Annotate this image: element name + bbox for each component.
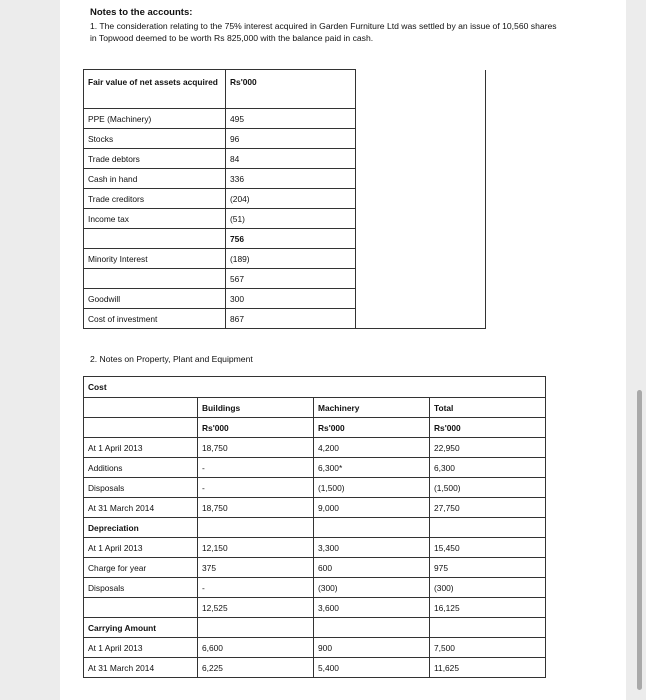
empty-cell xyxy=(314,618,430,638)
row-label: Disposals xyxy=(84,578,198,598)
empty-cell xyxy=(356,269,486,289)
unit-machinery: Rs'000 xyxy=(314,418,430,438)
table-header-row xyxy=(84,70,486,109)
row-value: 495 xyxy=(226,109,356,129)
table-row xyxy=(84,209,486,229)
cost-label: Cost xyxy=(84,377,546,398)
row-value: (51) xyxy=(226,209,356,229)
empty-cell xyxy=(430,518,546,538)
row-value: 9,000 xyxy=(314,498,430,518)
row-label: Trade creditors xyxy=(84,189,226,209)
unit-total: Rs'000 xyxy=(430,418,546,438)
table-row xyxy=(84,109,486,129)
header-rs000: Rs'000 xyxy=(226,70,356,109)
table-row xyxy=(84,558,546,578)
row-value: 16,125 xyxy=(430,598,546,618)
row-value: 375 xyxy=(198,558,314,578)
row-value: - xyxy=(198,458,314,478)
subtotal-value: 756 xyxy=(226,229,356,249)
table-row xyxy=(84,149,486,169)
empty-cell xyxy=(356,229,486,249)
row-value: 15,450 xyxy=(430,538,546,558)
empty-cell xyxy=(430,618,546,638)
table-row xyxy=(84,289,486,309)
row-label: At 1 April 2013 xyxy=(84,438,198,458)
empty-cell xyxy=(356,189,486,209)
table-row xyxy=(84,189,486,209)
table-row xyxy=(84,129,486,149)
table-units-row xyxy=(84,418,546,438)
table-row xyxy=(84,229,486,249)
table-row xyxy=(84,658,546,678)
table-row xyxy=(84,438,546,458)
empty-cell xyxy=(198,518,314,538)
header-machinery: Machinery xyxy=(314,398,430,418)
notes-heading: Notes to the accounts: xyxy=(90,7,193,18)
vertical-scrollbar[interactable] xyxy=(637,390,642,690)
row-value: (1,500) xyxy=(314,478,430,498)
note-1-text: 1. The consideration relating to the 75% interest acquired in Garden Furniture Ltd was settled by an issue of 10,560 shares in Topwood deemed to be worth Rs 825,000 with the balance paid in cash. xyxy=(90,21,557,43)
empty-cell xyxy=(356,289,486,309)
row-value: 900 xyxy=(314,638,430,658)
empty-cell xyxy=(356,309,486,329)
row-value: 12,525 xyxy=(198,598,314,618)
row-value: 6,300* xyxy=(314,458,430,478)
row-value: 4,200 xyxy=(314,438,430,458)
row-label: At 1 April 2013 xyxy=(84,638,198,658)
table-row xyxy=(84,638,546,658)
carrying-amount-label: Carrying Amount xyxy=(84,618,198,638)
row-value: 300 xyxy=(226,289,356,309)
header-total: Total xyxy=(430,398,546,418)
unit-buildings: Rs'000 xyxy=(198,418,314,438)
row-value: 96 xyxy=(226,129,356,149)
row-label: At 1 April 2013 xyxy=(84,538,198,558)
row-value: (204) xyxy=(226,189,356,209)
row-label: Cost of investment xyxy=(84,309,226,329)
table-row xyxy=(84,377,546,398)
row-value: 22,950 xyxy=(430,438,546,458)
row-value: 3,600 xyxy=(314,598,430,618)
table-row xyxy=(84,498,546,518)
table-row xyxy=(84,518,546,538)
table-row xyxy=(84,538,546,558)
row-value: (300) xyxy=(430,578,546,598)
row-value: 6,600 xyxy=(198,638,314,658)
row-value: (189) xyxy=(226,249,356,269)
empty-cell xyxy=(356,209,486,229)
row-value: 84 xyxy=(226,149,356,169)
row-label: At 31 March 2014 xyxy=(84,658,198,678)
row-value: 867 xyxy=(226,309,356,329)
row-value: - xyxy=(198,478,314,498)
header-fair-value: Fair value of net assets acquired xyxy=(84,70,226,109)
empty-cell xyxy=(356,129,486,149)
row-value: 18,750 xyxy=(198,438,314,458)
row-label: PPE (Machinery) xyxy=(84,109,226,129)
table-row xyxy=(84,578,546,598)
empty-cell xyxy=(356,149,486,169)
row-label xyxy=(84,598,198,618)
row-value: 975 xyxy=(430,558,546,578)
empty-cell xyxy=(84,398,198,418)
row-value: 567 xyxy=(226,269,356,289)
note-2-heading: 2. Notes on Property, Plant and Equipment xyxy=(90,354,253,364)
row-value: 6,300 xyxy=(430,458,546,478)
header-buildings: Buildings xyxy=(198,398,314,418)
table-row xyxy=(84,169,486,189)
row-value: 336 xyxy=(226,169,356,189)
empty-cell xyxy=(198,618,314,638)
ppe-table xyxy=(83,376,546,678)
empty-cell xyxy=(356,249,486,269)
row-label: Additions xyxy=(84,458,198,478)
table-row xyxy=(84,309,486,329)
row-value: (1,500) xyxy=(430,478,546,498)
empty-cell xyxy=(356,169,486,189)
row-label: Minority Interest xyxy=(84,249,226,269)
table-row xyxy=(84,269,486,289)
row-label: Income tax xyxy=(84,209,226,229)
row-value: 3,300 xyxy=(314,538,430,558)
row-value: 27,750 xyxy=(430,498,546,518)
row-value: 7,500 xyxy=(430,638,546,658)
row-label xyxy=(84,269,226,289)
table-row xyxy=(84,478,546,498)
row-label: Disposals xyxy=(84,478,198,498)
empty-column xyxy=(356,70,486,109)
row-value: (300) xyxy=(314,578,430,598)
row-value: 6,225 xyxy=(198,658,314,678)
table-row xyxy=(84,598,546,618)
row-value: 12,150 xyxy=(198,538,314,558)
row-value: 11,625 xyxy=(430,658,546,678)
table-row xyxy=(84,618,546,638)
table-row xyxy=(84,249,486,269)
row-label: Cash in hand xyxy=(84,169,226,189)
fair-value-table xyxy=(83,69,486,329)
row-label: Charge for year xyxy=(84,558,198,578)
depreciation-label: Depreciation xyxy=(84,518,198,538)
row-value: 18,750 xyxy=(198,498,314,518)
row-label: At 31 March 2014 xyxy=(84,498,198,518)
row-label: Stocks xyxy=(84,129,226,149)
row-label: Trade debtors xyxy=(84,149,226,169)
row-value: 600 xyxy=(314,558,430,578)
table-row xyxy=(84,458,546,478)
empty-cell xyxy=(356,109,486,129)
table-header-row xyxy=(84,398,546,418)
empty-cell xyxy=(314,518,430,538)
empty-cell xyxy=(84,418,198,438)
row-value: - xyxy=(198,578,314,598)
row-value: 5,400 xyxy=(314,658,430,678)
row-label: Goodwill xyxy=(84,289,226,309)
row-label xyxy=(84,229,226,249)
